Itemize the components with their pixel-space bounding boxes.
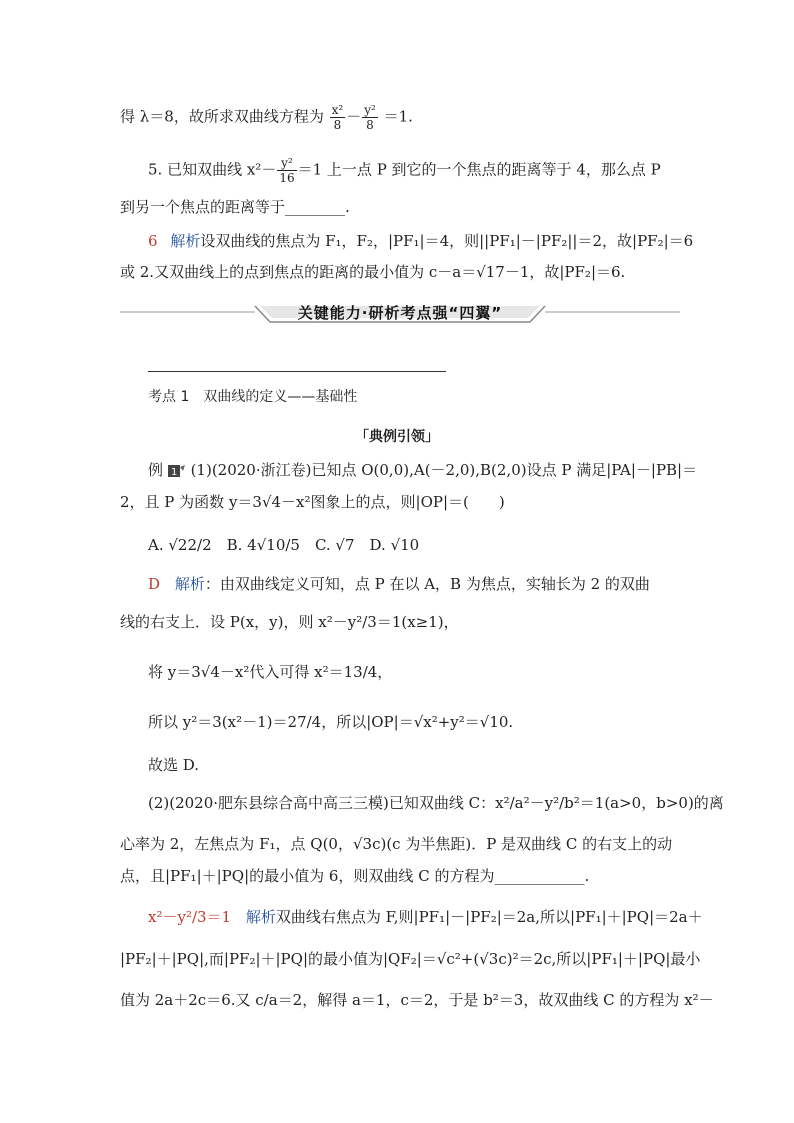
solution-1-line-4: 所以 y²＝3(x²－1)＝27/4，所以|OP|＝√x²+y²＝√10.: [148, 713, 514, 731]
topic-heading: 考点 1 双曲线的定义——基础性: [148, 389, 358, 405]
fraction: $\frac{\text{x²}}{8}$: [331, 103, 344, 132]
answer-5-line-1: [148, 231, 693, 251]
solution-1-line-2: 线的右支上．设 P(x，y)，则 x²－y²/3＝1(x≥1)，: [120, 613, 459, 631]
solution-1-line-1: [148, 574, 650, 594]
text-line: 得 λ＝8，故所求双曲线方程为 $\frac{\text{x²}}{8}$ － $\frac{\text{y²}}{8}$ ＝1.: [120, 103, 413, 132]
example-badge-icon: [168, 464, 186, 478]
example-1-line-1: [148, 460, 697, 480]
analysis-label: 解析: [174, 575, 205, 593]
solution-2-line-1: [148, 907, 703, 927]
text-segment: 双曲线右焦点为 F,则|PF₁|－|PF₂|＝2a,所以|PF₁|＋|PQ|＝2a＋: [275, 908, 703, 926]
text-segment: ＝1 上一点 P 到它的一个焦点的距离等于 4，那么点 P: [297, 160, 661, 179]
text-segment: ＝1.: [383, 107, 413, 126]
text-segment: ：由双曲线定义可知，点 P 在以 A，B 为焦点，实轴长为 2 的双曲: [204, 575, 650, 593]
fraction: $\frac{\text{y²}}{8}$: [364, 103, 376, 132]
answer-5-line-2: 或 2.又双曲线上的点到焦点的距离的最小值为 c－a＝√17－1，故|PF₂|＝6.: [120, 263, 626, 281]
question-5-line-2: 到另一个焦点的距离等于________.: [120, 198, 350, 216]
answer-value: x²－y²/3＝1: [148, 908, 232, 926]
solution-2-line-3: 值为 2a＋2c＝6.又 c/a＝2，解得 a＝1，c＝2，于是 b²＝3，故双曲线 C 的方程为 x²－: [120, 991, 714, 1009]
example-heading: 「典例引领」: [355, 429, 439, 445]
example-1-line-2: 2，且 P 为函数 y＝3√4－x²图象上的点，则|OP|＝( ): [120, 493, 505, 511]
question-5-line-1: [148, 156, 661, 185]
fraction: $\frac{\text{y²}}{16}$: [279, 156, 295, 185]
example-label: 例: [148, 461, 164, 479]
divider: [148, 371, 446, 372]
text-segment: (1)(2020·浙江卷)已知点 O(0,0),A(－2,0),B(2,0)设点 P 满足|PA|－|PB|＝: [190, 461, 698, 479]
text-segment: 5. 已知双曲线 x²－: [148, 160, 277, 179]
banner-title: 关键能力·研析考点强“四翼”: [297, 304, 503, 322]
analysis-label: 解析: [245, 908, 276, 926]
solution-2-line-2: |PF₂|＋|PQ|,而|PF₂|＋|PQ|的最小值为|QF₂|＝√c²+(√3c)²＝2c,所以|PF₁|＋|PQ|最小: [120, 950, 701, 968]
solution-1-line-5: 故选 D.: [148, 756, 200, 774]
text-segment: 得 λ＝8，故所求双曲线方程为: [120, 107, 324, 126]
example-2-line-3: 点，且|PF₁|＋|PQ|的最小值为 6，则双曲线 C 的方程为____________.: [120, 867, 590, 885]
solution-1-line-3: 将 y＝3√4－x²代入可得 x²＝13/4，: [148, 663, 393, 681]
section-banner: [120, 296, 680, 328]
answer-options: A. √22/2 B. 4√10/5 C. √7 D. √10: [148, 536, 420, 554]
answer-value: D: [148, 575, 161, 593]
svg-text:1: 1: [170, 467, 178, 478]
text-segment: 设双曲线的焦点为 F₁，F₂，|PF₁|＝4，则||PF₁|－|PF₂||＝2，故|PF₂|＝6: [200, 232, 694, 250]
answer-value: 6: [148, 232, 158, 250]
example-2-line-2: 心率为 2，左焦点为 F₁，点 Q(0，√3c)(c 为半焦距)．P 是双曲线 C 的右支上的动: [120, 835, 673, 853]
example-2-line-1: (2)(2020·肥东县综合高中高三三模)已知双曲线 C：x²/a²－y²/b²＝1(a>0，b>0)的离: [148, 794, 724, 812]
analysis-label: 解析: [170, 232, 201, 250]
